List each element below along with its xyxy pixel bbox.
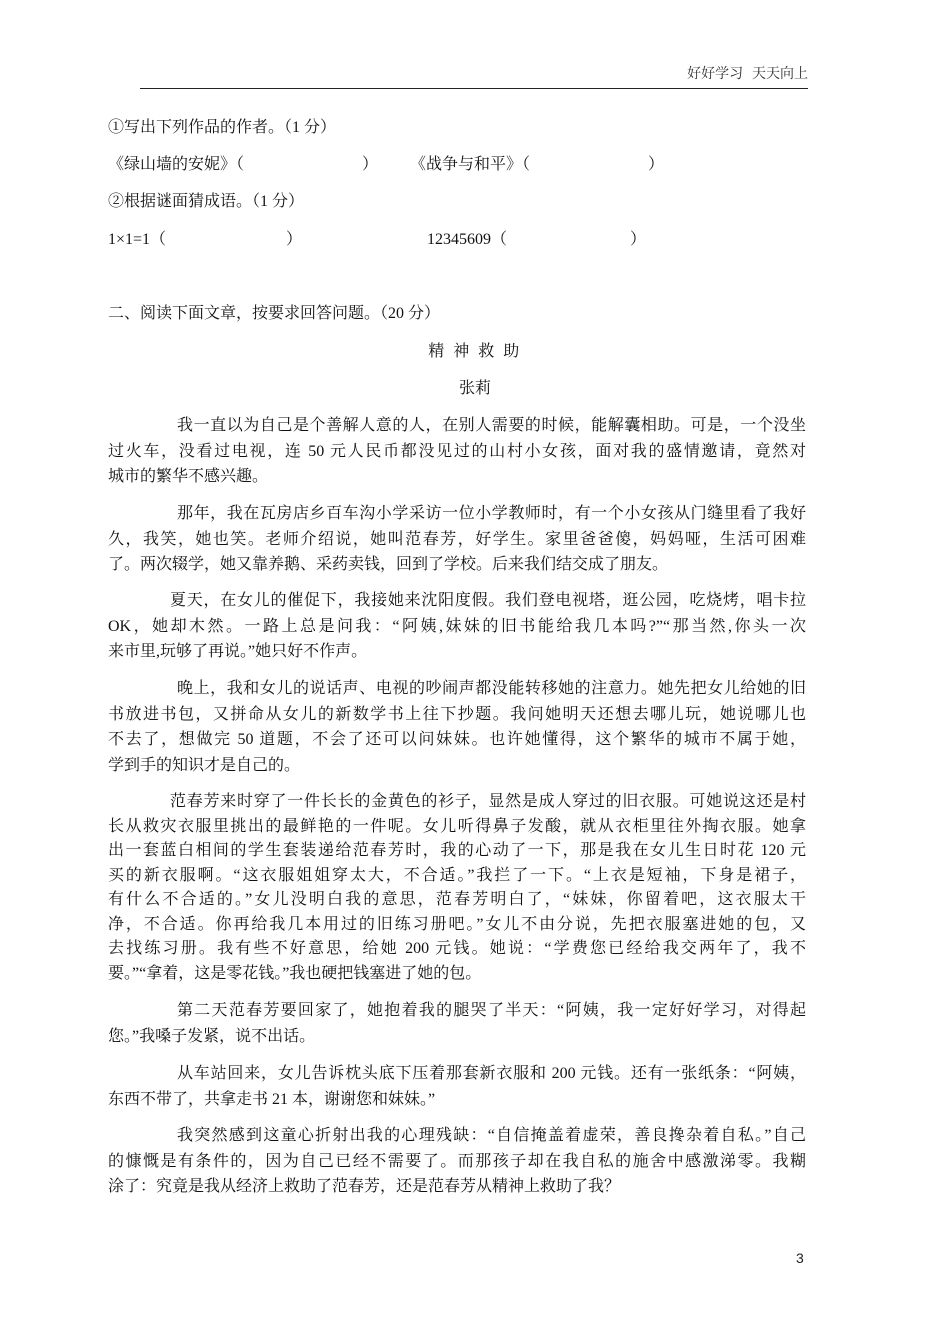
paragraph-line: 不去了，想做完 50 道题，不会了还可以问妹妹。也许她懂得，这个繁华的城市不属于她， — [108, 731, 806, 749]
paragraph-line: 我突然感到这童心折射出我的心理残缺：“自信掩盖着虚荣，善良搀杂着自私。”自己 — [177, 1127, 806, 1144]
paragraph-line: 那年，我在瓦房店乡百车沟小学采访一位小学教师时，有一个小女孩从门缝里看了我好 — [177, 505, 806, 522]
paragraph-line: 久，我笑，她也笑。老师介绍说，她叫范春芳，好学生。家里爸爸傻，妈妈哑，生活可困难 — [108, 530, 806, 548]
close-paren: ） — [648, 156, 665, 173]
paragraph-line: 晚上，我和女儿的说话声、电视的吵闹声都没能转移她的注意力。她先把女儿给她的旧 — [177, 680, 806, 697]
article-paragraph-3 — [108, 588, 806, 665]
work-title-anne: 《绿山墙的安妮》（ — [108, 156, 245, 173]
paragraph-line: OK，她却木然。一路上总是问我：“阿姨,妹妹的旧书能给我几本吗?”“那当然,你头一次 — [108, 617, 806, 635]
paragraph-line: 了。两次辍学，她又靠养鹅、采药卖钱，回到了学校。后来我们结交成了朋友。 — [108, 556, 669, 574]
article-paragraph-6 — [108, 998, 806, 1049]
question-2-answers — [0, 227, 950, 253]
paragraph-line: 第二天范春芳要回家了，她抱着我的腿哭了半天：“阿姨，我一定好好学习，对得起 — [177, 1002, 806, 1019]
paragraph-line: 要。”“拿着，这是零花钱。”我也硬把钱塞进了她的包。 — [108, 964, 482, 982]
paragraph-line: 您。”我嗓子发紧，说不出话。 — [108, 1027, 316, 1045]
page-number: 3 — [796, 1250, 804, 1266]
article-author: 张莉 — [458, 380, 491, 397]
paragraph-line: 的慷慨是有条件的，因为自己已经不需要了。而那孩子却在我自私的施舍中感激涕零。我糊 — [108, 1152, 806, 1170]
article-paragraph-5 — [108, 790, 806, 986]
riddle-2: 12345609（ — [427, 231, 508, 248]
question-2-prompt: ②根据谜面猜成语。（1 分） — [108, 193, 305, 210]
paragraph-line: 范春芳来时穿了一件长长的金黄色的衫子，显然是成人穿过的旧衣服。可她说这还是村 — [170, 793, 806, 810]
header-rule — [140, 88, 808, 89]
paragraph-line: 学到手的知识才是自己的。 — [108, 756, 301, 774]
paragraph-line: 从车站回来，女儿告诉枕头底下压着那套新衣服和 200 元钱。还有一张纸条：“阿姨， — [177, 1065, 806, 1082]
question-1-answers — [0, 152, 950, 178]
article-title: 精 神 救 助 — [428, 343, 522, 360]
paragraph-line: 城市的繁华不感兴趣。 — [108, 468, 269, 486]
article-paragraph-7 — [108, 1061, 806, 1112]
paragraph-line: 长从救灾衣服里挑出的最鲜艳的一件呢。女儿听得鼻子发酸，就从衣柜里往外掏衣服。她拿 — [108, 817, 806, 835]
section-2-heading: 二、阅读下面文章，按要求回答问题。（20 分） — [108, 305, 441, 322]
paragraph-line: 我一直以为自己是个善解人意的人，在别人需要的时候，能解囊相助。可是，一个没坐 — [177, 417, 806, 434]
close-paren: ） — [630, 231, 647, 248]
paragraph-line: 夏天，在女儿的催促下，我接她来沈阳度假。我们登电视塔，逛公园，吃烧烤，唱卡拉 — [170, 592, 806, 609]
answer-blank — [538, 152, 646, 178]
work-title-war-and-peace: 《战争与和平》（ — [410, 156, 531, 173]
paragraph-line: 过火车，没看过电视，连 50 元人民币都没见过的山村小女孩，面对我的盛情邀请，竟然对 — [108, 442, 806, 460]
answer-blank — [166, 227, 284, 253]
paragraph-line: 买的新衣服啊。“这衣服姐姐穿太大，不合适。”我拦了一下。“上衣是短袖，下身是裙子， — [108, 866, 806, 884]
answer-blank — [508, 227, 628, 253]
close-paren: ） — [362, 156, 379, 173]
article-paragraph-4 — [108, 676, 806, 778]
paragraph-line: 来市里,玩够了再说。”她只好不作声。 — [108, 643, 368, 661]
riddle-1: 1×1=1（ — [108, 231, 167, 248]
paragraph-line: 涂了：究竟是我从经济上救助了范春芳，还是范春芳从精神上救助了我？ — [108, 1178, 621, 1196]
question-1-prompt: ①写出下列作品的作者。（1 分） — [108, 119, 337, 136]
paragraph-line: 去找练习册。我有些不好意思，给她 200 元钱。她说：“学费您已经给我交两年了，我不 — [108, 940, 806, 957]
paragraph-line: 东西不带了，共拿走书 21 本，谢谢您和妹妹。” — [108, 1090, 436, 1108]
article-paragraph-1 — [108, 413, 806, 490]
paragraph-line: 出一套蓝白相间的学生套装递给范春芳时，我的心动了一下，那是我在女儿生日时花 120 元 — [108, 842, 806, 859]
header-motto: 好好学习 天天向上 — [687, 65, 808, 81]
article-paragraph-2 — [108, 501, 806, 578]
close-paren: ） — [286, 231, 303, 248]
answer-blank — [252, 152, 360, 178]
paragraph-line: 净，不合适。你再给我几本用过的旧练习册吧。”女儿不由分说，先把衣服塞进她的包，又 — [108, 915, 806, 933]
paragraph-line: 有什么不合适的。”女儿没明白我的意思，范春芳明白了，“妹妹，你留着吧，这衣服太干 — [108, 891, 806, 908]
article-paragraph-8 — [108, 1123, 806, 1200]
paragraph-line: 书放进书包，又拼命从女儿的新数学书上往下抄题。我问她明天还想去哪儿玩，她说哪儿也 — [108, 705, 806, 723]
